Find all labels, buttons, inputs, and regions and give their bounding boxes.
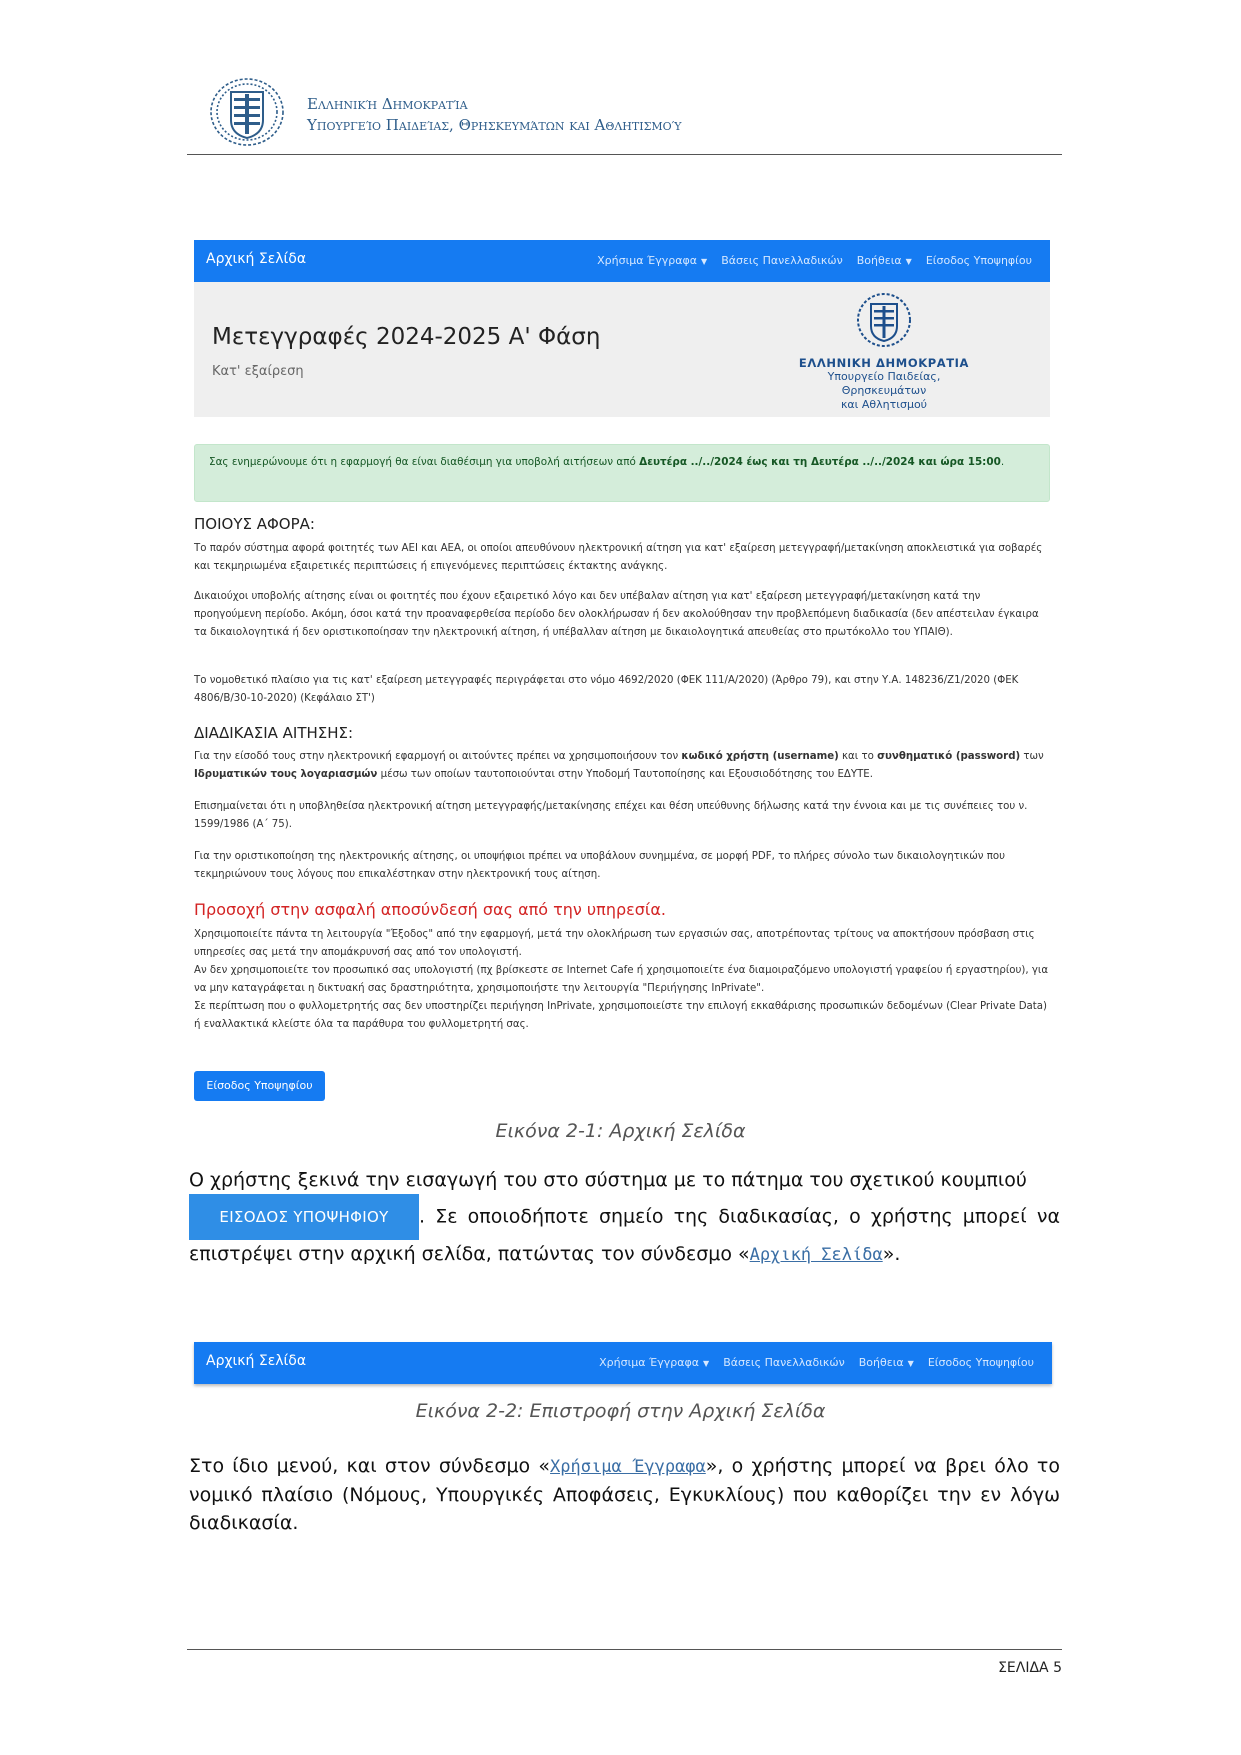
nav-useful-documents-label: Χρήσιμα Έγγραφα	[599, 1356, 700, 1369]
section-procedure-p2: Επισημαίνεται ότι η υποβληθείσα ηλεκτρονική αίτηση μετεγγραφής/μετακίνησης επέχει και θέση υπεύθυνης δήλωσης κατά την έννοια και με τις συνέπειες του ν. 1599/1986 (Α΄ 75).	[194, 801, 1028, 830]
nav-brand-home-link[interactable]: Αρχική Σελίδα	[206, 1353, 307, 1369]
section-who-title: ΠΟΙΟΥΣ ΑΦΟΡΑ:	[194, 515, 315, 533]
figure-caption-1: Εικόνα 2-1: Αρχική Σελίδα	[495, 1120, 746, 1142]
useful-documents-link[interactable]: Χρήσιμα Έγγραφα	[550, 1457, 706, 1477]
body-paragraph-2	[189, 1452, 1060, 1537]
home-page-link[interactable]: Αρχική Σελίδα	[749, 1245, 883, 1265]
candidate-login-button[interactable]: Είσοδος Υποψηφίου	[194, 1071, 325, 1101]
header-line-2: Υπουργείο Παιδείας, Θρησκευμάτων και Αθλητισμού	[307, 116, 682, 134]
page-subtitle: Κατ' εξαίρεση	[212, 364, 304, 379]
nav-useful-documents[interactable]	[597, 254, 707, 267]
nav-candidate-login[interactable]: Είσοδος Υποψηφίου	[925, 254, 1032, 267]
logo-subtitle-1: Υπουργείο Παιδείας, Θρησκευμάτων	[827, 370, 941, 397]
p1-text-c: και το	[838, 751, 878, 762]
page-title: Μετεγγραφές 2024-2025 Α' Φάση	[212, 324, 601, 350]
logo-title: ΕΛΛΗΝΙΚΗ ΔΗΜΟΚΡΑΤΙΑ	[798, 356, 970, 370]
nav-links	[597, 254, 1032, 267]
header-line-1: Ελληνική Δημοκρατία	[307, 95, 468, 113]
nav-useful-documents-label: Χρήσιμα Έγγραφα	[597, 254, 698, 267]
caret-down-icon: ▼	[703, 1359, 710, 1368]
nav-help-label: Βοήθεια	[858, 1356, 904, 1369]
navbar-screenshot	[194, 1342, 1052, 1384]
warning-line-2: Αν δεν χρησιμοποιείτε τον προσωπικό σας υπολογιστή (πχ βρίσκεστε σε Internet Cafe ή χρησιμοποιείτε ένα διαμοιραζόμενο υπολογιστή γραφείου ή εργαστηρίου), για να μην καταγράφεται η δικτυακή σας δραστηριότητα, χρησιμοποιήστε την λειτουργία "Περιήγησης InPrivate".	[194, 965, 1049, 994]
body2-text-a: Στο ίδιο μενού, και στον σύνδεσμο «	[189, 1455, 551, 1477]
figure-caption-2: Εικόνα 2-2: Επιστροφή στην Αρχική Σελίδα	[415, 1400, 826, 1422]
nav-help-label: Βοήθεια	[856, 254, 902, 267]
greek-emblem-icon	[856, 292, 912, 348]
p1-text-e: των	[1020, 751, 1044, 762]
body1-text-c: ».	[882, 1243, 901, 1265]
nav-panhellenic-bases[interactable]: Βάσεις Πανελλαδικών	[721, 254, 843, 267]
ministry-header-text	[307, 94, 682, 136]
warning-line-3: Σε περίπτωση που ο φυλλομετρητής σας δεν υποστηρίζει περιήγηση InPrivate, χρησιμοποιείστε την επιλογή εκκαθάρισης προσωπικών δεδομένων (Clear Private Data) ή εναλλακτικά κλείστε όλα τα παράθυρα του φυλλομετρητή σας.	[194, 1001, 1047, 1030]
body-paragraph-1	[189, 1166, 1060, 1269]
nav-help[interactable]	[857, 254, 912, 267]
body1-text-a: Ο χρήστης ξεκινά την εισαγωγή του στο σύστημα με το πάτημα του σχετικού κουμπιού	[189, 1169, 1027, 1191]
section-procedure-p1	[194, 748, 1050, 784]
caret-down-icon: ▼	[905, 257, 912, 266]
body2-text-b: », ο χρήστης μπορεί να βρει όλο το νομικό πλαίσιο (Νόμους, Υπουργικές Αποφάσεις, Εγκυκλίους) που καθορίζει την εν λόγω διαδικασία.	[189, 1455, 1060, 1534]
alert-text: Σας ενημερώνουμε ότι η εφαρμογή θα είναι διαθέσιμη για υποβολή αιτήσεων από	[209, 456, 640, 468]
caret-down-icon: ▼	[701, 257, 708, 266]
jumbotron	[194, 282, 1050, 417]
warning-line-1: Χρησιμοποιείτε πάντα τη λειτουργία "Έξοδος" από την εφαρμογή, μετά την ολοκλήρωση των εργασιών σας, αποτρέποντας τρίτους να αποκτήσουν πρόσβαση στις υπηρεσίες σας μετά την απομάκρυνσή σας από τον υπολογιστή.	[194, 929, 1035, 958]
homepage-screenshot	[194, 240, 1050, 1102]
nav-panhellenic-bases[interactable]: Βάσεις Πανελλαδικών	[723, 1356, 845, 1369]
nav-useful-documents[interactable]	[599, 1356, 709, 1369]
section-procedure-p3: Για την οριστικοποίηση της ηλεκτρονικής αίτησης, οι υποψήφιοι πρέπει να υποβάλουν συνημμένα, σε μορφή PDF, το πλήρες σύνολο των δικαιολογητικών που τεκμηριώνουν τους λόγους που επικαλέστηκαν στην ηλεκτρονική τους αίτηση.	[194, 851, 1005, 880]
document-header	[187, 74, 1062, 155]
caret-down-icon: ▼	[907, 1359, 914, 1368]
p1-username: κωδικό χρήστη (username)	[681, 751, 839, 762]
p1-institutional-accounts: Ιδρυματικών τους λογαριασμών	[194, 769, 378, 780]
p1-text-a: Για την είσοδό τους στην ηλεκτρονική εφαρμογή οι αιτούντες πρέπει να χρησιμοποιήσουν τον	[194, 751, 682, 762]
section-procedure-title: ΔΙΑΔΙΚΑΣΙΑ ΑΙΤΗΣΗΣ:	[194, 724, 354, 742]
alert-bold-dates: Δευτέρα ../../2024 έως και τη Δευτέρα ../../2024 και ώρα 15:00	[639, 456, 1001, 468]
availability-alert	[194, 444, 1050, 502]
ministry-logo	[784, 292, 984, 412]
page-number: ΣΕΛΙΔΑ 5	[998, 1660, 1062, 1676]
inline-login-button[interactable]: ΕΙΣΟΔΟΣ ΥΠΟΨΗΦΙΟΥ	[189, 1194, 419, 1240]
alert-end: .	[1000, 456, 1005, 468]
body1-text-b: . Σε οποιοδήποτε σημείο της διαδικασίας, ο χρήστης μπορεί να επιστρέψει στην αρχική σελίδα, πατώντας τον σύνδεσμο «	[189, 1205, 1060, 1265]
section-who-p1: Το παρόν σύστημα αφορά φοιτητές των ΑΕΙ και ΑΕΑ, οι οποίοι απευθύνουν ηλεκτρονική αίτηση για κατ' εξαίρεση μετεγγραφή/μετακίνηση αποκλειστικά για σοβαρές και τεκμηριωμένα εξαιρετικές περιπτώσεις ή επιγενόμενες περιπτώσεις έκτακτης ανάγκης.	[194, 543, 1043, 572]
greek-emblem-icon	[207, 76, 287, 148]
nav-candidate-login[interactable]: Είσοδος Υποψηφίου	[927, 1356, 1034, 1369]
section-who-p2: Δικαιούχοι υποβολής αίτησης είναι οι φοιτητές που έχουν εξαιρετικό λόγο και δεν υπέβαλαν αίτηση για κατ' εξαίρεση μετεγγραφή/μετακίνηση κατά την προηγούμενη περίοδο. Ακόμη, όσοι κατά την προαναφερθείσα περίοδο δεν ολοκλήρωσαν ή δεν ακολούθησαν την προβλεπόμενη διαδικασία (δεν απέστειλαν έγκαιρα τα δικαιολογητικά ή δεν οριστικοποίησαν την ηλεκτρονική αίτηση, ή υπέβαλλαν αίτηση με δικαιολογητικά απευθείας στο πρωτόκολλο του ΥΠΑΙΘ).	[194, 591, 1039, 638]
nav-help[interactable]	[859, 1356, 914, 1369]
security-warning-title: Προσοχή στην ασφαλή αποσύνδεσή σας από την υπηρεσία.	[194, 900, 666, 919]
nav-brand-home-link[interactable]: Αρχική Σελίδα	[206, 251, 307, 267]
section-who-p3: Το νομοθετικό πλαίσιο για τις κατ' εξαίρεση μετεγγραφές περιγράφεται στο νόμο 4692/2020 (ΦΕΚ 111/Α/2020) (Άρθρο 79), και στην Υ.Α. 148236/Ζ1/2020 (ΦΕΚ 4806/Β/30-10-2020) (Κεφάλαιο ΣΤ')	[194, 675, 1019, 704]
top-navbar	[194, 240, 1050, 282]
page-footer	[187, 1649, 1062, 1676]
p1-password: συνθηματικό (password)	[877, 751, 1021, 762]
logo-subtitle-2: και Αθλητισμού	[840, 398, 928, 411]
p1-text-g: μέσω των οποίων ταυτοποιούνται στην Υποδομή Ταυτοποίησης και Εξουσιοδότησης του ΕΔΥΤΕ.	[377, 769, 873, 780]
nav-links	[599, 1356, 1034, 1369]
security-warning-body	[194, 926, 1050, 1034]
